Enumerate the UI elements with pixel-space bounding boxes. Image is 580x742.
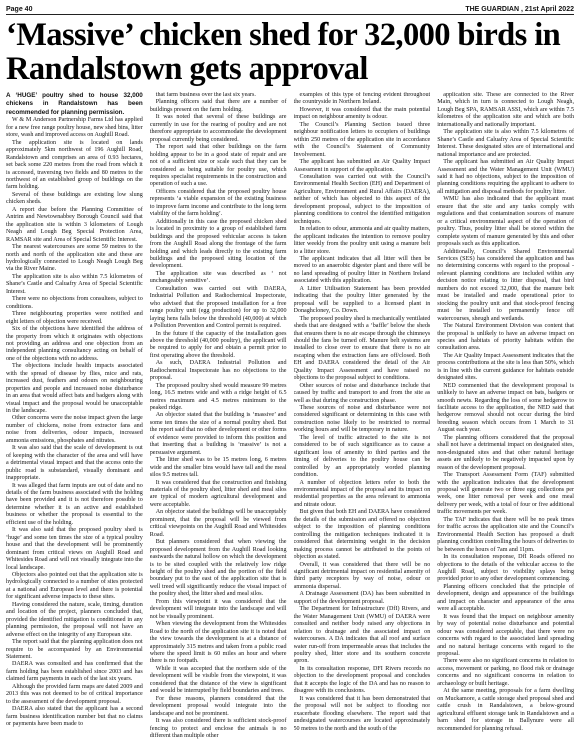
article-paragraph: Objectors also pointed out that the application site is hydrologically connected to a number of sites protected at a national and European level and there is potential for significant adverse impacts to these sites. xyxy=(6,572,143,601)
article-paragraph: For these reasons, planners considered that the development proposal would integrate into the landscape and not be prominent. xyxy=(149,695,287,717)
article-paragraph: The report said that other buildings on the farm holding appear to be in a good state of repair and are not of a sufficient size or scale such that they can be considered as being suitable for poultry use, which requires specialist requirements in the construction and operation of such a use. xyxy=(149,144,287,188)
article-paragraph: Three neighbouring properties were notified and eight letters of objection were received. xyxy=(6,311,143,325)
article-paragraph: The litter shed was to be 15 metres long, 6 metres wide and the smaller bins would have tall and the meal silos 9.5 metres tall. xyxy=(149,457,287,479)
article-paragraph: The application site is also within 7.5 kilometres of Shane’s Castle and Caluafry Area of Special Scientific Interest. These designated sites are of international and national importance and are protected. xyxy=(437,129,574,158)
article-paragraph: However, it was considered that the main potential impact on neighbour amenity is odour. xyxy=(293,106,431,121)
article-paragraph: application site. These are connected to the River Main, which in turn is connected to Lough Neagh, Lough Beg SPA, RAMSAR ASSI, which are within 7.5 kilometres of the application site and which are both internationally and nationally important. xyxy=(437,92,574,128)
article-paragraph: Officers considered that the proposed poultry house represents ‘a viable expansion of the existing business to improve farm income and contribute to the long term viability of the farm holding’. xyxy=(149,188,287,218)
article-paragraph: It was considered that it has been demonstrated that the proposal will not be subject to flooding nor exacerbate flooding elsewhere. The report said that undesignated watercourses are located approximately 50 metres to the north and the south of the xyxy=(293,695,431,732)
article-paragraph: DAERA also stated that the applicant has a second farm business identification number but that no claims or payments have been made to xyxy=(6,706,143,728)
article-column-4 xyxy=(437,92,574,742)
article-paragraph: It was also said that the scale of development is out of keeping with the character of the area and will have a detrimental visual impact and that the access onto the public road is substandard, visually dominant and inappropriate. xyxy=(6,445,143,482)
article-paragraph: At the same meeting, proposals for a farm dwelling on Muckamore, a cattle storage shed proposal shed and cattle crush in Randalstown, a below-ground agricultural effluent storage tank in Randalstown and a barn shed for storage in Ballynure were all recommended for planning refusal. xyxy=(437,688,574,732)
article-paragraph: NED commented that the development proposal is unlikely to have an adverse impact on bats, badgers or smooth newts. Regarding the loss of some hedgerow to facilitate access to the application, the NED said that hedgerow removal should not occur during the bird breeding season which occurs from 1 March to 31 August each year. xyxy=(437,382,574,434)
article-paragraph: The proposed poultry shed would measure 99 metres long, 16.5 metres wide and with a ridge height of 6.5 metres maximum and 4.5 metres minimum to the peaked ridge. xyxy=(149,382,287,412)
publication-date: THE GUARDIAN , 21st April 2022 xyxy=(465,6,574,13)
article-paragraph: It was also considered there is sufficient stock-proof fencing to protect and enclose the animals is no different than multiple other xyxy=(149,718,287,739)
article-paragraph: The applicant indicates that all litter will then be moved to an anaerobic digester plant and there will be no land spreading of poultry litter in Northern Ireland associated with this application. xyxy=(293,255,431,285)
article-paragraph: The proposed poultry shed is mechanically ventilated sheds that are designed with a ‘baffle’ below the sheds that ensures there is no air escape through the chimneys should the fans be turned off. Manure belt systems are installed to close over to ensure that there is no air escaping when the extraction fans are off/closed. Both EH and DAERA considered the detail of the Air Quality Impact Assessment and have raised no objections to the proposal subject to conditions. xyxy=(293,315,431,382)
article-paragraph: Additionally in this case the proposed chicken shed is located in proximity to a group of established farm buildings and the proposed vehicular access is taken from the Aughill Road along the frontage of the farm holding and which leads directly to the existing farm buildings and the proposed siting location of the development. xyxy=(149,218,287,270)
article-paragraph: But planners considered that when viewing the proposed development from the Aughill Road looking eastwards the natural hollow on which the development is to be sited coupled with the relatively low ridge height of the poultry shed and the portion of the field boundary put to the east of the application site that is well treed will significantly reduce the visual impact of the poultry shed, the litter shed and meal silos. xyxy=(149,539,287,598)
article-paragraph: A Drainage Assessment (DA) has been submitted in support of the development proposal. xyxy=(293,591,431,605)
article-paragraph: There were no objections from consultees, subject to conditions. xyxy=(6,296,143,310)
article-paragraph: Six of the objections have identified the address of the property from which it originates with objections not providing an address and one objection from an independent planning consultancy acting on behalf of one of the objections with no address. xyxy=(6,326,143,362)
article-column-2 xyxy=(150,92,287,742)
article-paragraph: These sources of noise and disturbance were not considered significant or determining in this case with construction noise likely to be restricted to normal working hours and will be temporary in nature. xyxy=(293,405,431,434)
article-paragraph: DAERA was consulted and has confirmed that the farm holding has been established since 2003 and has claimed farm payments in each of the last six years. xyxy=(6,661,143,683)
article-headline: ‘Massive’ chicken shed for 32,000 birds in Randalstown gets approval xyxy=(6,17,561,87)
article-paragraph: The level of traffic attracted to the site is not considered to be of such significance as to cause a significant loss of amenity to third parties and the timing of deliveries to the poultry house can be controlled by an appropriately worded planning condition. xyxy=(293,434,431,479)
article-paragraph: Additionally, Council’s Shared Environmental Services (SES) has considered the application and has no determining concerns with regard to the proposal - relevant planning conditions are included within any decision notice relating to litter disposal, that bird numbers do not exceed 32,000, that the manure belt must be installed and made operational prior to stocking the poultry unit and that stock-proof fencing must be installed to permanently fence off watercourses, sheugh and wetlands. xyxy=(437,248,574,322)
article-paragraph: The applicant has submitted an Air Quality Impact Assessment and the Water Management Unit (WMU) said it had no objections, subject to the imposition of planning conditions requiring the applicant to adhere to all mitigation and disposal methods for poultry litter. xyxy=(437,159,574,195)
article-paragraph: The Department for Infrastructure (DfI) Rivers, and the Water Management Unit (WMU) of DAERA were consulted and neither body raised any objections in relation to drainage and the associated impact on watercourses. A DA indicates that all roof and surface water run-off from impermeable areas that includes the poultry shed, litter store and its southern concrete apron. xyxy=(293,606,431,665)
article-paragraph: As such, DAERA Industrial Pollution and Radiochemical Inspectorate has no objections to the proposal. xyxy=(149,360,287,382)
article-paragraph: The report said that the planning application does not require to be accompanied by an Environmental Statement. xyxy=(6,639,143,660)
article-paragraph: Planning officers concluded that the principle of development, design and appearance of the buildings and impact on character and appearance of the area were all acceptable. xyxy=(437,583,574,613)
article-column-3 xyxy=(294,92,431,742)
article-paragraph: It was noted that several of these buildings are currently in use for the rearing of poultry and are not therefore appropriate to accommodate the development proposal currently being considered. xyxy=(149,114,287,143)
article-paragraph: The Transport Assessment Form (TAF) submitted with the application indicates that the development proposal will generate two or three egg collections per week, one litter removal per week and one meal delivery per week, with a total of four or five additional traffic movements per week. xyxy=(437,472,574,516)
article-paragraph: From this viewpoint it was considered that the development will integrate into the landscape and will not be visually prominent. xyxy=(149,598,287,620)
article-paragraph: The application site is also within 7.5 kilometres of Shane’s Castle and Caluafry Area of Special Scientific Interest. xyxy=(6,273,143,295)
article-paragraph: There were also no significant concerns in relation to access, movement or parking, no flood risk or drainage concerns and no significant concerns in relation to archaeology or built heritage. xyxy=(437,658,574,687)
article-paragraph: examples of this type of fencing evident throughout the countryside in Northern Ireland. xyxy=(293,92,431,106)
article-paragraph: Although the provided farm maps are dated 2009 and 2013 this was not deemed to be of critical importance to the assessment of the development proposal. xyxy=(6,683,143,705)
article-paragraph: A number of objection letters refer to both the environmental impact of the proposal and its impact on residential properties as the area relevant to ammonia and nitrate odour. xyxy=(293,479,431,508)
article-paragraph: It was found that the impact on neighbour amenity by way of potential noise disturbance and potential odour was considered acceptable, that there were no concerns with regard to the associated land spreading and no natural heritage concerns with regard to the proposal. xyxy=(437,613,574,657)
article-paragraph: that farm business over the last six years. xyxy=(155,92,256,98)
article-column-1 xyxy=(6,92,143,742)
article-paragraph: In relation to odour, ammonia and air quality matters, the applicant indicates the intention to remove poultry litter weekly from the poultry unit using a manure belt to a litter store. xyxy=(293,226,431,255)
article-paragraph: The application site is located on lands approximately 5km northwest of 196 Aughill Road, Randalstown and comprises an area of 0.93 hectares, set back some 220 metres from the road from which it is accessed, traversing two fields and 80 metres to the northwest of an established group of buildings on the farm holding. xyxy=(6,139,143,191)
page-number: Page 40 xyxy=(6,6,33,13)
article-paragraph: It was also said that the proposed poultry shed is ‘huge’ and some ten times the size of a typical poultry house and that the development will be prominently dominant from critical views on Aughill Road and Whitesides Road and will not visually integrate into the local landscape. xyxy=(6,527,143,571)
article-paragraph: Planning officers said that there are a number of buildings present on the farm holding. xyxy=(149,99,287,113)
article-body xyxy=(6,92,574,742)
article-paragraph: The Council’s Planning Section issued three neighbour notification letters to occupiers of buildings within 250 metres of the application site in accordance with the Council’s Statement of Community Involvement. xyxy=(293,121,431,158)
article-paragraph: In its consultation response, DfI Roads offered no objections to the details of the vehicular access to the Aughill Road, subject to visibility splays being provided prior to any other development commencing. xyxy=(437,554,574,583)
article-paragraph: The planning officers considered that the proposal shall not have a detrimental impact on designated sites, non-designated sites and that other natural heritage assets are unlikely to be negatively impacted upon by reason of the development proposal. xyxy=(437,434,574,471)
article-paragraph: Several of these buildings are existing low slung chicken sheds. xyxy=(6,191,143,206)
article-paragraph: When viewing the development from the Whitesides Road to the north of the application site it is noted that the view towards the development is at a distance of approximately 315 metres and taken from a public road where the speed limit is 60 miles an hour and where there is no footpath. xyxy=(149,621,287,665)
masthead xyxy=(6,1,574,15)
lead-paragraph: A ‘HUGE’ poultry shed to house 32,000 chickens in Randalstown has been recommended for planning permission. xyxy=(6,92,143,116)
article-paragraph xyxy=(6,92,143,117)
article-paragraph: A report due before the Planning Committee of Antrim and Newtownabbey Borough Council said that the application site is within 3 kilometers of Lough Neagh and Lough Beg Special Protection Area, RAMSAR site and Area of Special Scientific Interest. xyxy=(6,206,143,243)
article-paragraph: W & M Anderson Partnership Farms Ltd has applied for a new free range poultry house, new shed bins, litter store, wash and improved access on Aughill Road. xyxy=(6,117,143,139)
article-paragraph: The application site was described as ‘ not unchangeably sensitive’. xyxy=(149,270,287,285)
article-paragraph: Other concerns were the noise impact given the large number of chickens, noise from extractor fans and noise from deliveries, odour impacts, increased ammonia emissions, phosphates and nitrates. xyxy=(6,415,143,444)
article-paragraph: A Litter Utilisation Statement has been provided indicating that the poultry litter generated by the proposal will be supplied to a licensed plant in Donaghcloney, Co. Down. xyxy=(293,285,431,315)
article-paragraph: The TAF indicates that there will be no peak times for traffic across the application site and the Council’s Environmental Health Section has proposed a draft planning condition controlling the hours of deliveries to be between the hours of 7am and 11pm. xyxy=(437,516,574,553)
article-paragraph: The applicant has submitted an Air Quality Impact Assessment in support of the application. xyxy=(293,159,431,173)
article-paragraph: It was alleged that farm inputs are out of date and no details of the farm business associated with the holding have been provided and it is not therefore possible to determine whether it is an active and established business or whether the proposal is essential to the efficient use of the holding. xyxy=(6,482,143,526)
article-paragraph: Consultation was carried out with DAERA, Industrial Pollution and Radiochemical Inspectorate, who advised that the proposed installation for a free range poultry unit (egg production) for up to 32,000 laying hens falls below the threshold (40,000) at which a Pollution Prevention and Control permit is required. xyxy=(149,285,287,330)
article-paragraph: The Natural Environment Division was content that the proposal is unlikely to have an adverse impact on species and habitats of priority habitats within the consultation area. xyxy=(437,323,574,352)
article-paragraph: An objector stated the buildings will be unacceptably prominent, that the proposal will be viewed from critical viewpoints on the Aughill Road and Whitesides Road. xyxy=(149,509,287,538)
newspaper-page xyxy=(0,1,580,738)
article-paragraph: WMU has also indicated that the applicant must ensure that the site and any tanks comply with regulations and that contamination sources of manure or a critical environmental aspect of the operation of poultry. Thus, poultry litter shall be stored within the complete system of manure generated by this and other proposals such as this application. xyxy=(437,196,574,248)
article-paragraph: An objector stated that the building is ‘massive’ and some ten times the size of a normal poultry shed. But the report said that no other development or other forms of evidence were provided to inform this position and that inserting that a building is ‘massive’ is not a persuasive argument. xyxy=(149,412,287,456)
article-paragraph: The objections include health impacts associated with the spread of disease by flies, mice and rats, increased dust, feathers and odours on neighbouring properties and people and increased noise disturbance in an area that would affect bats and badgers along with visual impact and the proposal would be unacceptable in the landscape. xyxy=(6,363,143,415)
article-paragraph: Overall, it was considered that there will be no significant detrimental impact on residential amenity of third party receptors by way of noise, odour or ammonia dispersal. xyxy=(293,561,431,590)
article-paragraph: Having considered the nature, scale, timing, duration and location of the project, planners concluded that, provided the identified mitigation is conditioned in any planning permission, the proposal will not have an adverse effect on the integrity of any European site. xyxy=(6,601,143,638)
article-paragraph: The nearest watercourses are some 59 metres to the north and north of the application site and these are hydrologically connected to Lough Neagh Lough Beg via the River Maine. xyxy=(6,244,143,273)
article-paragraph: The Air Quality Impact Assessment indicates that the process contributions at the site is less than 50%, which is in line with the current guidance for habitats outside designated sites. xyxy=(437,352,574,382)
article-paragraph: While it was accepted that the northern side of the development will be visible from the viewpoint, it was considered that the distance of the view is significant and would be interrupted by field boundaries and trees. xyxy=(149,665,287,695)
article-paragraph: Consultation was carried out with the Council’s Environmental Health Section (EH) and Department of Agriculture, Environment and Rural Affairs (DAERA), neither of which has objected to this aspect of the development proposal, subject to the imposition of planning conditions to control the identified mitigation techniques. xyxy=(293,173,431,225)
article-paragraph: But given that both EH and DAERA have considered the details of the submission and offered no objection subject to the imposition of planning conditions controlling the mitigation techniques indicated it is considered that determining weight in the decision making process cannot be attributed to the points of objection as stated. xyxy=(293,509,431,561)
article-paragraph: It was considered that the construction and finishing materials of the poultry shed, litter shed and meal silos are typical of modern agricultural development and were acceptable. xyxy=(149,479,287,508)
article-paragraph: In the future if the capacity of the installation goes above the threshold (40,000 poultry), the applicant will be required to apply for and obtain a permit prior to first operating above the threshold. xyxy=(149,330,287,359)
article-paragraph: In its consultation response, DFI Rivers records no objection to the development proposal and concludes that it accepts the logic of the DA and has no reason to disagree with its conclusions. xyxy=(293,665,431,695)
article-paragraph: Other sources of noise and disturbance include that caused by traffic and transport to and from the site as well as that during the construction phase. xyxy=(293,382,431,404)
